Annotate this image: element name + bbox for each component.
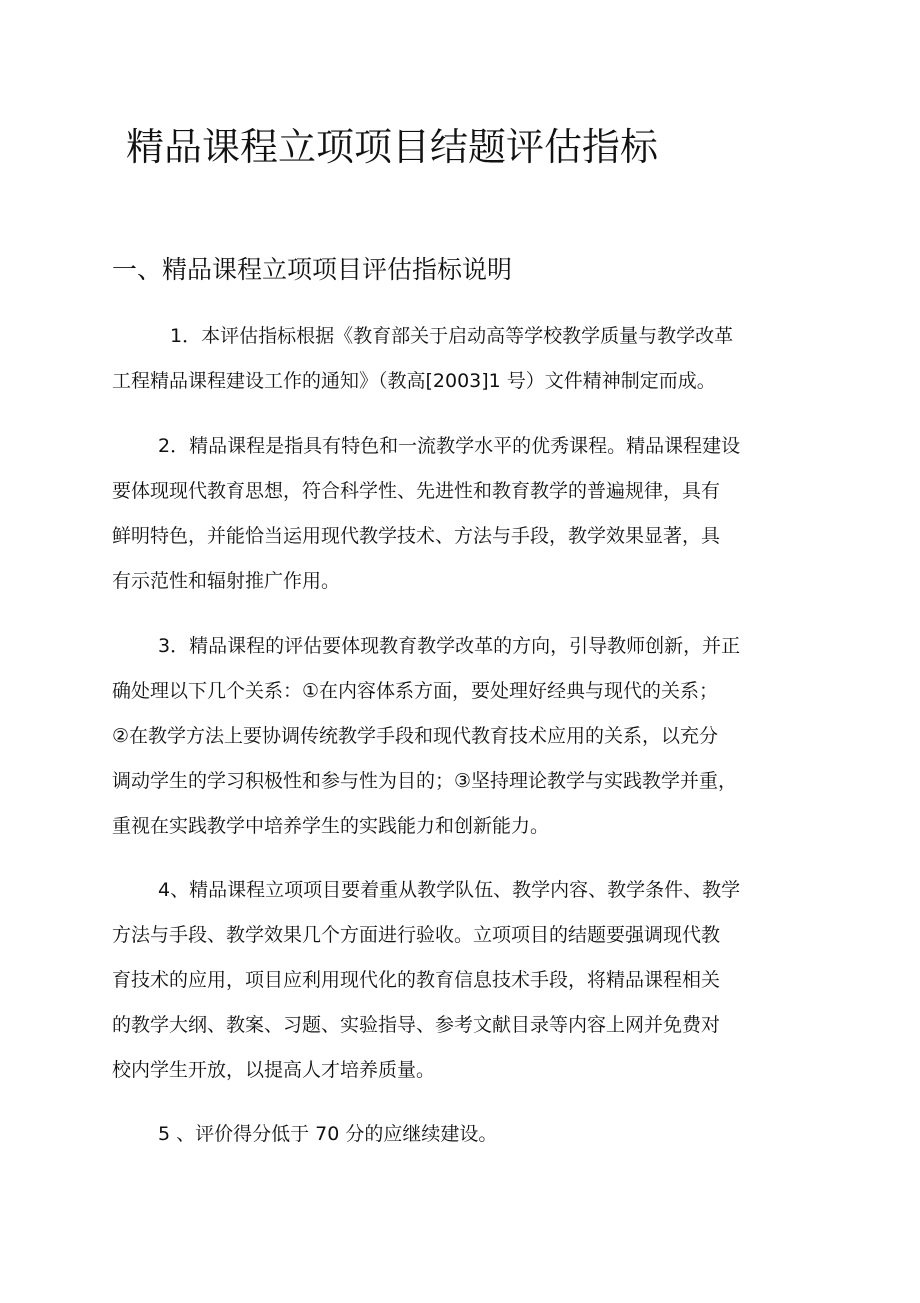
section-heading: 一、精品课程立项项目评估指标说明 [112,255,513,284]
paragraph-line: 育技术的应用，项目应利用现代化的教育信息技术手段，将精品课程相关 [112,969,721,991]
paragraph-1 [112,314,792,404]
paragraph-line: 校内学生开放，以提高人才培养质量。 [112,1059,436,1081]
paragraph-line: 2．精品课程是指具有特色和一流教学水平的优秀课程。精品课程建设 [158,435,741,457]
paragraph-4 [112,868,792,1093]
paragraph-line: 有示范性和辐射推广作用。 [112,570,341,592]
paragraph-line: ②在教学方法上要协调传统教学手段和现代教育技术应用的关系，以充分 [112,725,719,747]
paragraph-line: 3．精品课程的评估要体现教育教学改革的方向，引导教师创新，并正 [158,635,741,657]
paragraph-2 [112,424,792,604]
paragraph-3 [112,624,792,849]
paragraph-5 [112,1112,792,1157]
paragraph-line: 工程精品课程建设工作的通知》（教高[2003]1 号）文件精神制定而成。 [112,370,716,392]
paragraph-line: 重视在实践教学中培养学生的实践能力和创新能力。 [112,815,550,837]
paragraph-line: 鲜明特色，并能恰当运用现代教学技术、方法与手段，教学效果显著，具 [112,525,721,547]
paragraph-line: 要体现现代教育思想，符合科学性、先进性和教育教学的普遍规律，具有 [112,480,721,502]
paragraph-line: 调动学生的学习积极性和参与性为目的；③坚持理论教学与实践教学并重， [112,770,738,792]
document-title: 精品课程立项项目结题评估指标 [126,125,659,169]
paragraph-line: 5 、评价得分低于 70 分的应继续建设。 [158,1123,498,1145]
paragraph-line: 4、精品课程立项项目要着重从教学队伍、教学内容、教学条件、教学 [158,879,741,901]
paragraph-line: 方法与手段、教学效果几个方面进行验收。立项项目的结题要强调现代教 [112,924,721,946]
paragraph-line: 确处理以下几个关系：①在内容体系方面，要处理好经典与现代的关系； [112,680,719,702]
paragraph-line: 1．本评估指标根据《教育部关于启动高等学校教学质量与教学改革 [170,325,734,347]
paragraph-line: 的教学大纲、教案、习题、实验指导、参考文献目录等内容上网并免费对 [112,1014,721,1036]
